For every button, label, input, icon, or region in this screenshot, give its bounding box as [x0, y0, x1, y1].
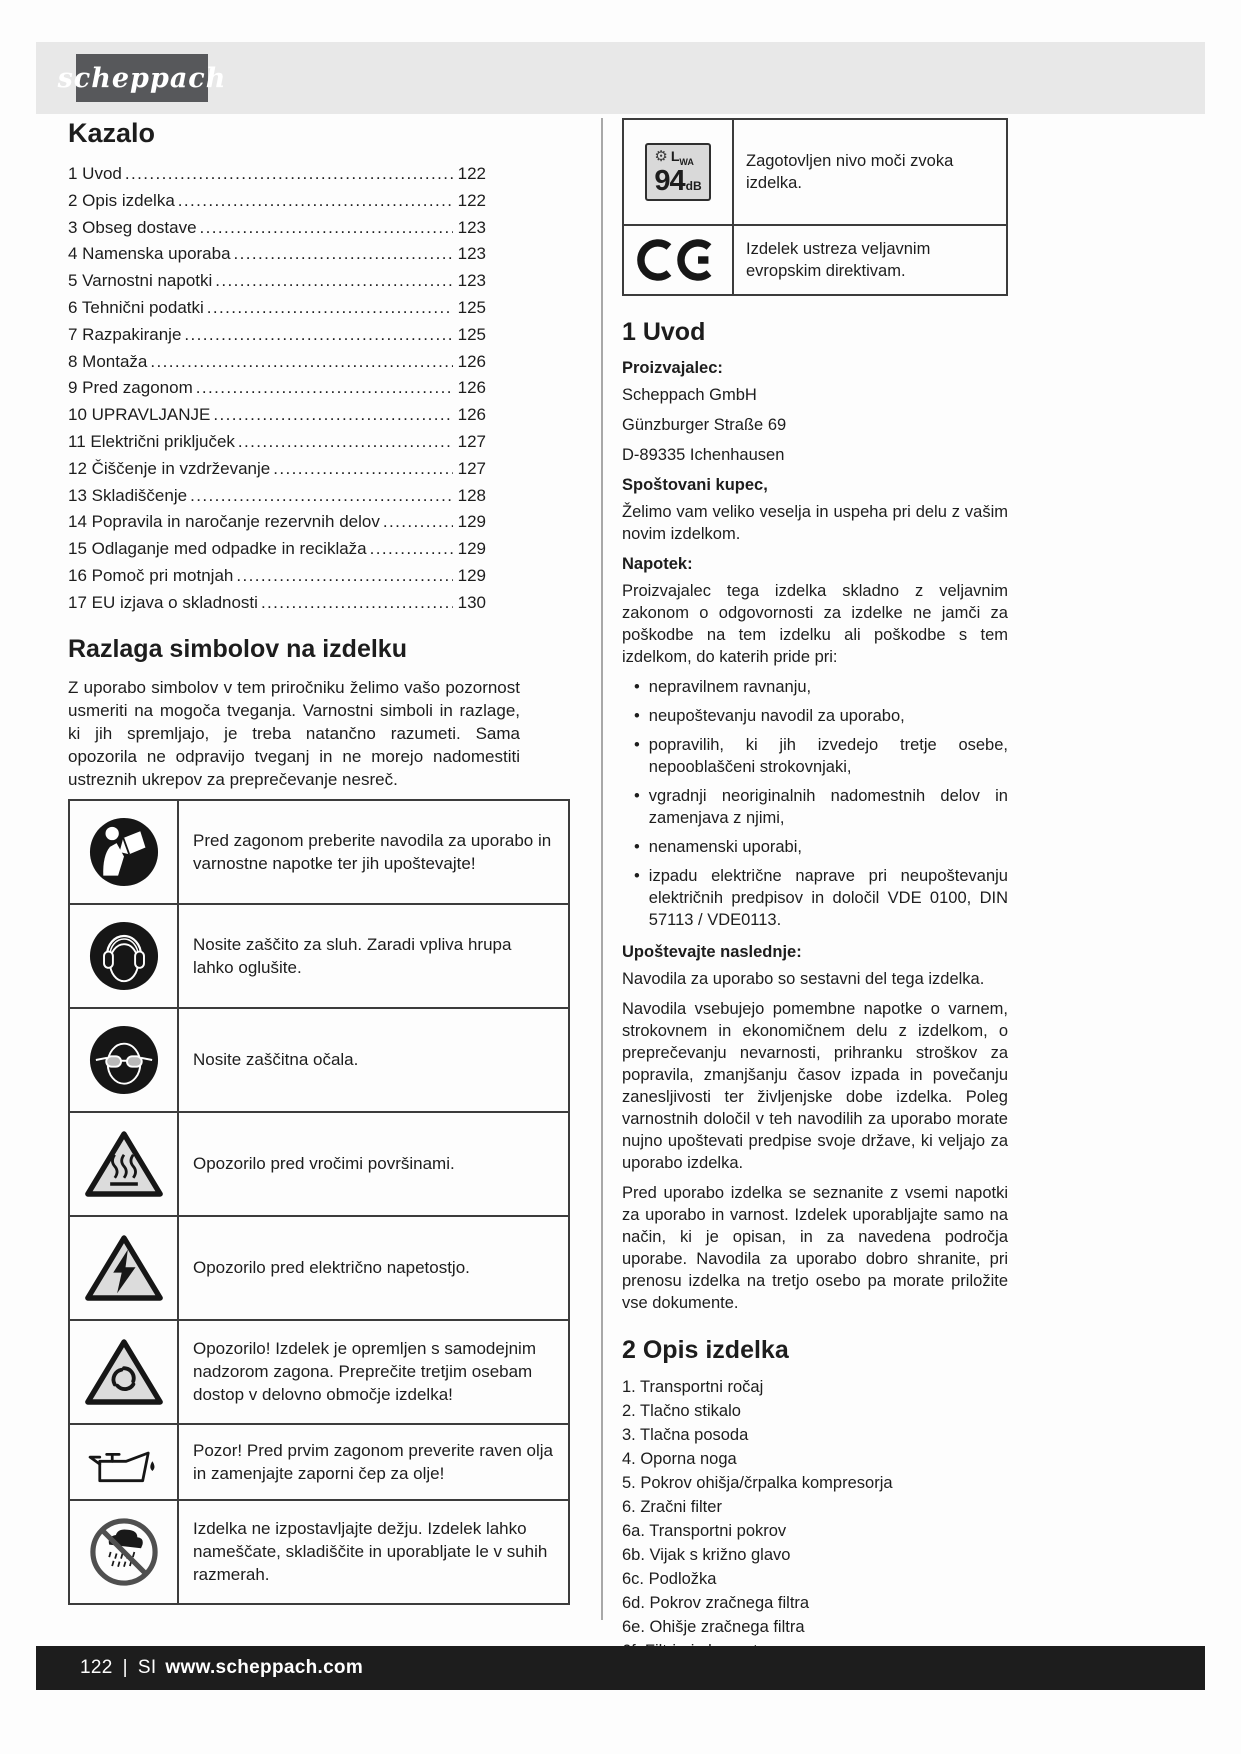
toc-entry — [68, 322, 486, 349]
symbols-table — [68, 799, 570, 1605]
symbol-text: Opozorilo pred električno napetostjo. — [178, 1216, 569, 1320]
manufacturer-street: Günzburger Straße 69 — [622, 416, 787, 434]
customer-text: Želimo vam veliko veselja in uspeha pri delu z vašim novim izdelkom. — [622, 503, 1008, 543]
toc-page-number: 126 — [457, 405, 486, 425]
toc-page-number: 129 — [457, 539, 486, 559]
footer-website: www.scheppach.com — [165, 1657, 364, 1678]
table-of-contents — [68, 161, 486, 617]
toc-page-number: 129 — [457, 565, 486, 585]
toc-entry — [68, 375, 486, 402]
bullet-item: • izpadu električne naprave pri neupoštevanju električnih predpisov in določil VDE 0100, DIN 57113 / VDE0113. — [634, 867, 1008, 929]
symbol-row — [69, 904, 569, 1008]
toc-entry — [68, 161, 486, 188]
part-item: 1. Transportni ročaj — [622, 1378, 764, 1396]
toc-page-number: 125 — [457, 324, 486, 344]
ce-mark-icon — [636, 237, 720, 283]
dot-leader — [200, 215, 453, 242]
toc-page-number: 129 — [457, 512, 486, 532]
toc-entry-label: 15 Odlaganje med odpadke in reciklaža — [68, 539, 367, 559]
footer-bar — [36, 1646, 1205, 1690]
symbol-text: Nosite zaščitna očala. — [178, 1008, 569, 1112]
toc-entry — [68, 456, 486, 483]
sound-power-level-badge — [645, 143, 710, 202]
dot-leader — [196, 375, 453, 402]
part-item: 4. Oporna noga — [622, 1450, 737, 1468]
toc-entry — [68, 429, 486, 456]
sound-power-value: 94 — [654, 165, 685, 198]
toc-page-number: 127 — [457, 431, 486, 451]
part-item: 6c. Podložka — [622, 1570, 717, 1588]
ce-text: Izdelek ustreza veljavnim evropskim direktivam. — [733, 225, 1007, 295]
toc-page-number: 127 — [457, 458, 486, 478]
symbol-text: Pred zagonom preberite navodila za uporabo in varnostne napotke ter jih upoštevajte! — [178, 800, 569, 904]
toc-entry-label: 10 UPRAVLJANJE — [68, 405, 211, 425]
toc-entry — [68, 349, 486, 376]
toc-entry-label: 8 Montaža — [68, 351, 148, 371]
dot-leader — [184, 322, 453, 349]
bullet-item: • neupoštevanju navodil za uporabo, — [634, 707, 905, 725]
toc-entry-label: 12 Čiščenje in vzdrževanje — [68, 458, 271, 478]
liability-bullet-list — [622, 676, 1008, 931]
observe-paragraph: Navodila za uporabo so sestavni del tega izdelka. — [622, 970, 985, 988]
toc-entry — [68, 241, 486, 268]
scheppach-logo — [57, 54, 227, 102]
toc-entry — [68, 509, 486, 536]
toc-entry — [68, 188, 486, 215]
gear-icon: ⚙ — [654, 147, 668, 165]
sound-power-row — [623, 119, 1007, 225]
footer-page-number: 122 — [80, 1657, 113, 1678]
dot-leader — [236, 563, 453, 590]
toc-page-number: 125 — [457, 297, 486, 317]
sound-power-text: Zagotovljen nivo moči zvoka izdelka. — [733, 119, 1007, 225]
part-item: 2. Tlačno stikalo — [622, 1402, 741, 1420]
bullet-item: • nepravilnem ravnanju, — [634, 678, 812, 696]
symbol-row — [69, 1008, 569, 1112]
toc-entry-label: 1 Uvod — [68, 164, 122, 183]
symbol-row — [69, 1424, 569, 1500]
toc-title: Kazalo — [68, 118, 156, 148]
read-manual-icon — [87, 815, 161, 889]
toc-entry — [68, 536, 486, 563]
dot-leader — [215, 268, 453, 295]
product-marks-table — [622, 118, 1008, 296]
dot-leader — [190, 483, 453, 510]
toc-page-number: 126 — [457, 351, 486, 371]
toc-entry-label: 3 Obseg dostave — [68, 217, 197, 237]
right-column — [622, 118, 1008, 1687]
header-band — [36, 42, 1205, 114]
toc-page-number: 123 — [457, 217, 486, 237]
toc-entry — [68, 268, 486, 295]
customer-label: Spoštovani kupec, — [622, 476, 768, 494]
dot-leader — [178, 188, 453, 215]
dot-leader — [370, 536, 453, 563]
ear-protection-icon — [87, 919, 161, 993]
toc-entry — [68, 215, 486, 242]
parts-list — [622, 1375, 1008, 1687]
column-divider — [601, 118, 603, 1620]
toc-entry — [68, 563, 486, 590]
toc-entry-label: 17 EU izjava o skladnosti — [68, 592, 258, 612]
toc-entry-label: 11 Električni priključek — [68, 431, 235, 451]
part-item: 6e. Ohišje zračnega filtra — [622, 1618, 805, 1636]
dot-leader — [125, 161, 453, 188]
footer-separator: | — [122, 1657, 128, 1678]
section-2-title: 2 Opis izdelka — [622, 1336, 789, 1364]
dot-leader — [207, 295, 453, 322]
dot-leader — [150, 349, 453, 376]
toc-page-number: 123 — [457, 244, 486, 264]
dot-leader — [273, 456, 453, 483]
symbol-text: Izdelka ne izpostavljajte dežju. Izdelek lahko nameščate, skladiščite in uporabljate le v suhih razmerah. — [178, 1500, 569, 1604]
bullet-item: • popravilih, ki jih izvedejo tretje osebe, nepooblaščeni strokovnjaki, — [634, 736, 1008, 776]
symbol-text: Pozor! Pred prvim zagonom preverite raven olja in zamenjajte zaporni čep za olje! — [178, 1424, 569, 1500]
part-item: 6a. Transportni pokrov — [622, 1522, 787, 1540]
toc-entry-label: 4 Namenska uporaba — [68, 244, 231, 264]
automatic-start-warning-icon — [84, 1336, 164, 1408]
lwa-label: $L_{WA}$ — [670, 147, 694, 167]
dot-leader — [261, 590, 453, 617]
toc-page-number: 128 — [457, 485, 486, 505]
part-item: 6b. Vijak s križno glavo — [622, 1546, 791, 1564]
toc-page-number: 122 — [457, 190, 486, 210]
symbol-row — [69, 1112, 569, 1216]
part-item: 6. Zračni filter — [622, 1498, 722, 1516]
toc-entry-label: 13 Skladiščenje — [68, 485, 188, 505]
observe-paragraph: Navodila vsebujejo pomembne napotke o varnem, strokovnem in ekonomičnem delu z izdelkom, o preprečevanju nevarnosti, prihranku stroškov za popravila, zmanjšanju časov izpada in povečanju zanesljivosti ter življenjske dobe izdelka. Poleg varnostnih določil v teh navodilih za uporabo morate nujno upoštevati predpise svoje države, ki veljajo za uporabo izdelka. — [622, 1000, 1008, 1172]
footer-language-code: SI — [137, 1657, 157, 1678]
dot-leader — [213, 402, 453, 429]
dot-leader — [383, 509, 453, 536]
toc-page-number: 130 — [457, 592, 486, 612]
observe-label: Upoštevajte naslednje: — [622, 943, 802, 961]
symbols-section-title: Razlaga simbolov na izdelku — [68, 634, 407, 663]
manufacturer-city: D-89335 Ichenhausen — [622, 446, 785, 464]
toc-entry-label: 7 Razpakiranje — [68, 324, 182, 344]
ce-row — [623, 225, 1007, 295]
toc-entry — [68, 483, 486, 510]
scheppach-logo-text: scheppach — [57, 62, 227, 94]
toc-entry — [68, 402, 486, 429]
electric-voltage-warning-icon — [84, 1232, 164, 1304]
part-item: 3. Tlačna posoda — [622, 1426, 749, 1444]
dot-leader — [238, 429, 453, 456]
no-rain-icon — [87, 1515, 161, 1589]
symbol-text: Opozorilo pred vročimi površinami. — [178, 1112, 569, 1216]
eye-protection-icon — [87, 1023, 161, 1097]
observe-paragraph: Pred uporabo izdelka se seznanite z vsemi napotki za uporabo in varnost. Izdelek uporabljajte samo na način, ki je opisan, in za navedena področja uporabe. Navodila za uporabo dobro shranite, pri prenosu izdelka na tretjo osebo pa morate priložite vse dokumente. — [622, 1184, 1008, 1312]
toc-entry-label: 9 Pred zagonom — [68, 378, 193, 398]
symbol-row — [69, 1216, 569, 1320]
note-text: Proizvajalec tega izdelka skladno z veljavnim zakonom o odgovornosti za izdelke ne jamči za poškodbe na tem izdelku ali poškodbe s tem izdelkom, do katerih pride pri: — [622, 582, 1008, 666]
toc-page-number: 123 — [457, 271, 486, 291]
toc-entry-label: 5 Varnostni napotki — [68, 271, 213, 291]
manufacturer-label: Proizvajalec: — [622, 359, 723, 377]
toc-entry — [68, 295, 486, 322]
toc-page-number: 122 — [457, 164, 486, 183]
oil-check-icon — [79, 1436, 169, 1488]
manufacturer-name: Scheppach GmbH — [622, 386, 757, 404]
dot-leader — [234, 241, 453, 268]
sound-power-unit: dB — [685, 179, 702, 194]
bullet-item: • nenamenski uporabi, — [634, 838, 802, 856]
left-column — [68, 118, 580, 1605]
symbol-row — [69, 800, 569, 904]
toc-entry-label: 6 Tehnični podatki — [68, 297, 204, 317]
toc-entry-label: 14 Popravila in naročanje rezervnih delov — [68, 512, 380, 532]
symbols-intro: Z uporabo simbolov v tem priročniku želimo vašo pozornost usmeriti na mogoča tveganja. Varnostni simboli in razlage, ki jih spremljajo, je treba natančno razumeti. Sama opozorila ne odpravijo tveganj in ne morejo nadomestiti ustreznih ukrepov za preprečevanje nesreč. — [68, 677, 520, 789]
symbol-row — [69, 1320, 569, 1424]
section-1-title: 1 Uvod — [622, 318, 706, 346]
hot-surface-warning-icon — [84, 1128, 164, 1200]
part-item: 5. Pokrov ohišja/črpalka kompresorja — [622, 1474, 893, 1492]
bullet-item: • vgradnji neoriginalnih nadomestnih delov in zamenjava z njimi, — [634, 787, 1008, 827]
part-item: 6d. Pokrov zračnega filtra — [622, 1594, 810, 1612]
symbol-text: Nosite zaščito za sluh. Zaradi vpliva hrupa lahko oglušite. — [178, 904, 569, 1008]
toc-entry-label: 2 Opis izdelka — [68, 190, 175, 210]
note-label: Napotek: — [622, 555, 693, 573]
toc-page-number: 126 — [457, 378, 486, 398]
symbol-row — [69, 1500, 569, 1604]
symbol-text: Opozorilo! Izdelek je opremljen s samodejnim nadzorom zagona. Preprečite tretjim osebam dostop v delovno območje izdelka! — [178, 1320, 569, 1424]
toc-entry — [68, 590, 486, 617]
toc-entry-label: 16 Pomoč pri motnjah — [68, 565, 234, 585]
